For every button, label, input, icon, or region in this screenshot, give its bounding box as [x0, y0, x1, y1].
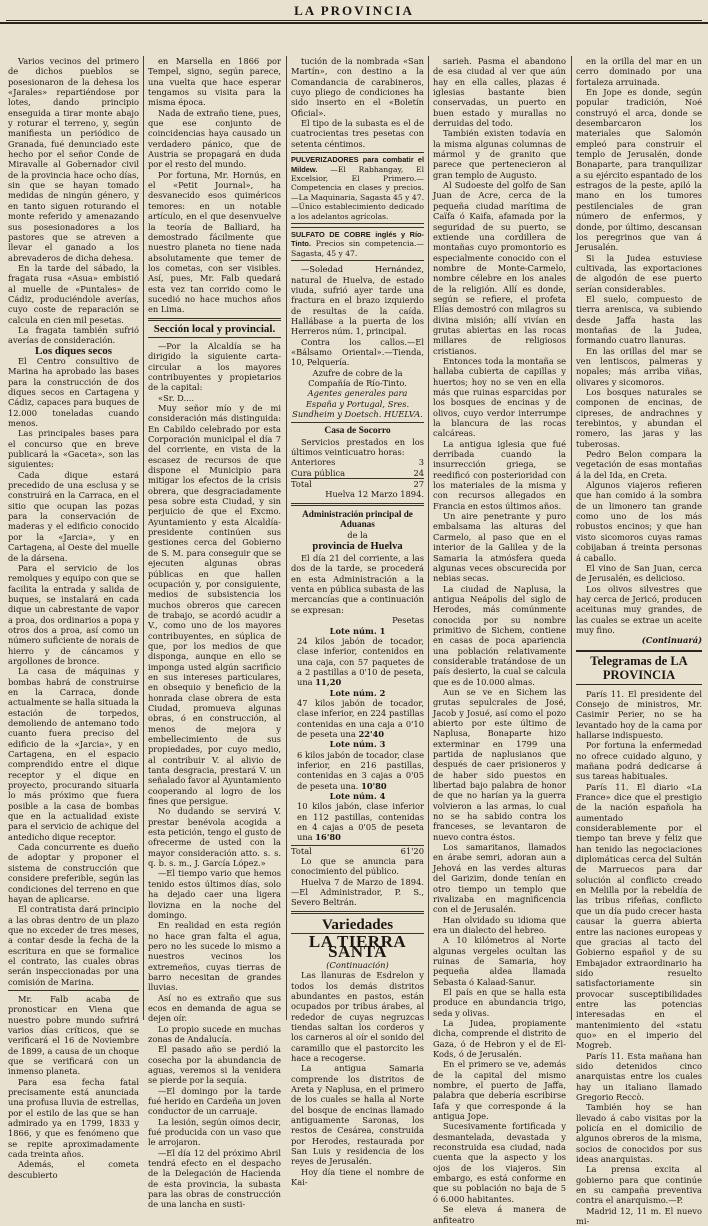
lot-heading: Lote núm. 4	[329, 791, 386, 801]
telegram-paragraph: La prensa excita al gobierno para que continúe en su campaña preventiva contra el anarquismo.—P.	[576, 1164, 702, 1206]
article-paragraph: Los bosques naturales se componen de encinas, de cipreses, de andrachnes y terebintos, y abundan el romero, las jaras y las tuberosas.	[576, 387, 702, 449]
telegram-paragraph: Madrid 12, 11 m. El nuevo mi-	[576, 1205, 702, 1226]
lot-description: 24 kilos jabón de tocador, clase inferior, contenidos en una caja, con 57 paquetes de a 2 pastillas a 0'10 de peseta, una	[297, 635, 424, 688]
masthead	[0, 0, 708, 24]
article-paragraph: Los olivos silvestres que hay cerca de Jericó, producen aceitunas muy grandes, de las cuales se extrae un aceite muy fino.	[576, 583, 702, 635]
article-paragraph: —El día 12 del próximo Abril tendrá efecto en el despacho de la Delegación de Hacienda de esta provincia, la subasta para las obras de construcción de una lancha en susti-	[148, 1147, 281, 1210]
article-paragraph: Nada de extraño tiene, pues, que ese conjunto de coincidencias haya causado un verdadero pánico, que de Austria se propagará en duda por el resto del mundo.	[148, 107, 281, 170]
section-heading: Casa de Socorro	[324, 426, 391, 437]
column-divider	[428, 56, 429, 1020]
row-value: 3	[418, 457, 424, 468]
article-paragraph: La fragata también sufrió averías de consideración.	[8, 324, 139, 346]
separator	[8, 990, 139, 991]
telegram-paragraph: París 11. Esta mañana han sido detenidos cinco anarquistas entre los cuales hay un italiano llamado Gregorio Reccò.	[576, 1050, 702, 1102]
lot-text	[291, 636, 424, 688]
section-heading: Los diques secos	[34, 344, 113, 357]
lot-description: 10 kilos jabón, clase inferior en 112 pastillas, contenidas en 4 cajas a 0'05 de peseta una	[297, 801, 424, 843]
masthead-rule	[6, 20, 702, 21]
article-paragraph: Cada concurrente es dueño de adoptar y proponer el sistema de construcción que considere preferible, según las condiciones del terreno en que hayan de aplicarse.	[8, 842, 139, 904]
total-value: 61'20	[400, 845, 424, 856]
lot-text	[291, 698, 424, 739]
article-paragraph: Los samaritanos, llamados en árabe semri, adoran aun a Jehová en las verdes alturas del Garizim, donde tenían en otro tiempo un templo que rivalizaba en magnificencia con el de Jerusalén.	[433, 842, 566, 915]
article-paragraph: Azufre de cobre de la Compañía de Río-Tinto.	[308, 367, 407, 388]
newspaper-title: LA PROVINCIA	[294, 3, 414, 18]
article-paragraph: La antigua iglesia que fué derribada cuando la insurrección griega, se reedificó con posterioridad con los materiales de la misma y con recursos allegados en Francia en estos últimos años.	[433, 438, 566, 511]
article-paragraph: —El tiempo vario que hemos tenido estos últimos días, solo ha dejado caer una ligera llovizna en la noche del domingo.	[148, 868, 281, 920]
column-4	[433, 56, 566, 1225]
section-heading: Sección local y provincial.	[153, 322, 276, 335]
lot-value: 16'80	[315, 832, 341, 843]
column-divider	[143, 56, 144, 1020]
date-signature: Huelva 12 Marzo 1894.	[325, 489, 424, 500]
socorro-table	[291, 457, 424, 489]
lot-heading: Lote núm. 3	[329, 739, 386, 750]
article-paragraph: El vino de San Juan, cerca de Jerusalén, es delicioso.	[576, 562, 702, 584]
article-paragraph: La casa de máquinas y bombas habrá de construirse en la Carraca, donde actualmente se halla situada la estación de torpedos, demoliendo de antemano todo cuanto fuera preciso del edificio de la «Jarcia», y en Cartagena, en el espacio comprendido entre el dique receptor y el dique en proyecto, procurando situarla lo más próximo que fuera posible a la casa de bombas que en la actualidad existe para el servicio de achique del antedicho dique receptor.	[8, 666, 139, 842]
lot-value: 11,20	[315, 677, 342, 688]
article-paragraph: El Centro consultivo de Marina ha aprobado las bases para la construcción de dos diques secos en Cartagena y Cádiz, capaces para buques de 12.000 toneladas cuando menos.	[8, 355, 139, 429]
article-paragraph: En el primero se ve, además de la capital del mismo nombre, el puerto de Jaffa, palabra que debería escribirse Iafa y que corresponde á la antigua Jope.	[433, 1059, 566, 1122]
article-paragraph: Además, el cometa descubierto	[8, 1159, 139, 1180]
article-paragraph: Aun se ve en Sichem las grutas sepulcrales de José, Jacob y Josué, así como el pozo abierto por este último de Naplusa, Bonaparte hizo exterminar en 1799 una partida de naplusianos que después de caer prisioneros y de haber sido puestos en libertad bajo palabra de honor de que no harían ya la guerra volvieron a las armas, lo cual no se ha sabido contra los franceses, se levantaron de nuevo contra éstos.	[433, 686, 566, 842]
article-paragraph: Al Sudoeste del golfo de San Juan de Acre, cerca de la pequeña ciudad marítima de Caïfa ó Kaifa, afamada por la seguridad de su puerto, se extiende una cordillera de montañas cuyo promontorio es especialmente conocido con el nombre de Monte-Carmelo, nombre célebre en los anales de la religión. Allí es donde, según se refiere, el profeta Elías demostró con milagros su divina misión; allí vivían en grutas abiertas en las rocas millares de religiosos cristianos.	[433, 180, 566, 356]
article-paragraph: sarieh. Pasma el abandono de esa ciudad al ver que aún hay en ella calles, plazas é iglesias bastante bien conservadas, un puerto en buen estado y murallas no derruidas del todo.	[433, 56, 566, 129]
lot-value: 10'80	[361, 780, 387, 791]
continued-note: (Continuará)	[641, 635, 702, 646]
lot-text	[291, 750, 424, 791]
table-total-row	[291, 478, 424, 489]
separator	[291, 911, 424, 914]
separator	[291, 422, 424, 423]
column-5	[576, 56, 702, 1226]
article-paragraph: Por fortuna, Mr. Hornús, en el «Petit Journal», ha desvanecido esos quiméricos temores: en un notable artículo, en el que desenvuelve la teoría de Balliard, ha demostrado fácilmente que nuestro planeta no tiene nada absolutamente que temer de los cometas, con ser visibles. Así, pues, Mr. Falb quedará esta vez tan corrido como le sucedió no hace muchos años en Lima.	[148, 169, 281, 315]
lot-heading: Lote núm. 1	[329, 625, 386, 636]
telegram-paragraph: También hoy se han llevado á cabo visitas por la policía en el domicilio de algunos obreros de la misma, socios de conocidos por sus ideas anarquistas.	[576, 1102, 702, 1165]
article-paragraph: Las principales bases para el concurso que en breve publicará la «Gaceta», son las siguientes:	[8, 428, 139, 470]
article-paragraph: El día 21 del corriente, a las dos de la tarde, se procederá en esta Administración a la venta en pública subasta de las mercancías que a continuación se expresan:	[291, 553, 424, 615]
ad-body: —El Rabhangay, El Excelsior, El Primero.—Competencia en clases y precios.—La Maquinaria, Sagasta 45 y 47.—Único establecimiento dedicado a los adelantos agrícolas.	[291, 164, 424, 221]
article-paragraph: tución de la nombrada «San Martín», con destino a la Comandancia de carabineros, cuyo pliego de condiciones ha sido inserto en el «Boletín Oficial».	[291, 56, 424, 118]
article-paragraph: «Sr. D....	[158, 392, 194, 403]
lot-value: 22'40	[358, 728, 385, 739]
lot-description: 6 kilos jabón de tocador, clase inferior, en 216 pastillas, contenidas en 3 cajas a 0'05 de peseta una.	[297, 749, 424, 791]
article-paragraph: Se eleva á manera de anfiteatro	[433, 1204, 566, 1225]
total-label: Total	[291, 845, 312, 856]
article-paragraph: Las llanuras de Esdrelon y todos los demás distritos abundantes en pastos, están ocupados por tribus árabes, al rededor de cuyas negruzcas tiendas saltan los corderos y los carneros al oír el sonido del caramillo que el pastorcito les hace a recogerse.	[291, 970, 424, 1063]
total-value: 27	[413, 479, 424, 490]
article-paragraph: El pasado año se perdió la cosecha por la abundancia de aguas, veremos si la venidera se pierde por la sequía.	[148, 1044, 281, 1086]
ad-heading: PULVERIZADORES para combatir el Mildew.	[291, 155, 424, 174]
section-heading: Variedades	[321, 916, 394, 933]
article-paragraph: Servicios prestados en los últimos veinticuatro horas:	[291, 436, 424, 457]
article-paragraph: Un aire penetrante y puro embalsama las alturas del Carmelo, al paso que en el interior de la Galilea y de la Samaria la atmósfera queda algunas veces obscurecida por nebias secas.	[433, 511, 566, 584]
column-divider	[571, 56, 572, 1020]
article-paragraph: Entonces toda la montaña se hallaba cubierta de capillas y huertos; hoy no se ven en ella más que ruinas esparcidas por los bosques de encinas y de olivos, cuyo verdor interrumpe la blancura de las rocas calcáreas.	[433, 355, 566, 439]
lot-list	[291, 626, 424, 857]
article-paragraph: en Marsella en 1866 por Tempel, signo, según parece, una vuelta que hace esperar tengamos su visita para la misma época.	[148, 56, 281, 108]
section-heading: provincia de Huelva	[312, 540, 403, 552]
column-divider	[286, 56, 287, 1020]
article-paragraph: Han olvidado su idioma que era un dialecto del hebreo.	[433, 914, 566, 935]
column-1	[8, 56, 139, 1180]
article-paragraph: en la orilla del mar en un cerro dominado por una fortaleza arruinada.	[576, 56, 702, 87]
article-paragraph: Para esa fecha fatal precisamente está anunciada una profusa lluvia de estrellas, por el estilo de las que se han admirado ya en 1799, 1833 y 1866, y que es fenómeno que se repite aproximadamente cada treinta años.	[8, 1076, 139, 1160]
article-paragraph: Cada dique estará precedido de una esclusa y se construirá en la Carraca, en el sitio que ocupan las pozas para la conservación de maderas y el edificio conocido por la «Jarcia», y en Cartagena, al Oeste del muelle de la dársena.	[8, 469, 139, 563]
article-paragraph: —Por la Alcaldía se ha dirigido la siguiente carta-circular a los mayores contribuyentes y propietarios de la capital:	[148, 340, 281, 393]
article-paragraph: En las orillas del mar se ven lentiscos, palmeras y nopales; más arriba viñas, olivares y sicomoros.	[576, 345, 702, 387]
article-paragraph: A 10 kilómetros al Norte algunas vergeles ocultan las ruinas de Samaria, hoy pequeña aldea llamada Sebasta ó Kalaad-Sanur.	[433, 935, 566, 987]
article-paragraph: Algunos viajeros refieren que han comido á la sombra de un limonero tan grande como uno de los más robustos encinos; y que han visto sicomoros cuyas ramas cobijaban á treinta personas á caballo.	[576, 480, 702, 563]
article-paragraph: En Jope es donde, según popular tradición, Noé construyó el arca, donde se desembarcaron los materiales que Salomón empleó para construir el templo de Jerusalén, donde Bonaparte, para tranquilizar a su ejército espantado de los estragos de la peste, apiló la mano en los tumores pestilenciales de gran número de enfermos, y donde, por último, descansan los peregrinos que van á Jerusalén.	[576, 87, 702, 253]
article-paragraph: También existen todavía en la misma algunas columnas de mármol y de granito que parece que pertenecieron al gran templo de Augusto.	[433, 128, 566, 180]
ad-body: Precios sin competencia.—Sagasta, 45 y 47.	[291, 239, 424, 258]
article-paragraph: El contratista dará principio a las obras dentro de un plazo que no exceder de tres meses, a contar desde la fecha de la escritura en que se formalice el contrato, las cuales obras serán inspeccionadas por una comisión de Marina.	[8, 904, 139, 987]
separator	[291, 503, 424, 506]
article-paragraph: La antigua Samaria comprende los distritos de Areta y Naplusa, en el primero de los cuales se halla al Norte del bosque de encinas llamado antiguamente Saronas, los restos de Cesárea, construida por Herodes, restaurada por San Luis y residencia de los reyes de Jerusalén.	[291, 1063, 424, 1167]
section-heading: Administración principal de Aduanas	[302, 508, 413, 530]
ad-heading: SULFATO DE COBRE inglés y Río-Tinto.	[291, 229, 424, 249]
row-label: Cura pública	[291, 467, 346, 478]
section-heading-part: de la	[347, 530, 368, 541]
table-row	[291, 468, 424, 478]
article-paragraph: Muy señor mío y de mi consideración más distinguida: En Cabildo celebrado por esta Corporación municipal el día 7 del corriente, en vista de la escasez de recursos de que dispone el Municipio para mitigar los efectos de la crisis obrera, que desgraciadamente pesa sobre esta Ciudad, y sin perjuicio de que el Excmo. Ayuntamiento y esta Alcaldía-presidente continúen sus gestiones cerca del Gobierno de S. M. para conseguir que se ejecuten algunas obras públicas en que hallen ocupación y, por consiguiente, medios de subsistencia los muchos obreros que carecen de trabajo, se acordó acudir a V., como uno de los mayores contribuyentes, en súplica de que, por los medios de que disponga, aunque en ello se imponga usted algún sacrificio en sus intereses particulares, en obsequio y beneficio de la honrada clase obrera de esta Ciudad, promueva algunas obras, ó en construcción, al menos de mejora y embellecimiento de sus propiedades, por cuyo medio, al contribuir V. al alivio de tanta desgracia, prestará V. un señalado favor al Ayuntamiento cooperando al logro de los fines que persigue.	[148, 403, 281, 807]
article-paragraph: El suelo, compuesto de tierra arenisca, va subiendo desde Jaffa hasta las montañas de la Judea, formando cuatro llanuras.	[576, 293, 702, 346]
table-row	[291, 457, 424, 467]
article-paragraph: La lesión, según oímos decir, fué producida con un vaso que le arrojaron.	[148, 1116, 281, 1148]
lot-text	[291, 801, 424, 842]
article-paragraph: Sucesivamente fortificada y desmantelada, devastada y reconstruida esa ciudad, nada cuenta que la aspecto y los ojos de los viajeros. Sin embargo, es está conforme en que su población no baja de 5 ó 6.000 habitantes.	[433, 1121, 566, 1204]
article-paragraph: Varios vecinos del primero de dichos pueblos se posesionaron de la dehesa los «Jarales» repartiéndose por lotes, dando principio enseguida a tirar monte abajo y roturar el terreno, y, según manifiesta un periódico de Granada, fué denunciado este hecho por el señor Conde de Miravalle al Gobernador civil de la provincia hace ocho días, sin que se hayan tomado medidas de ningún género, y en tanto siguen roturando el monte referido y amenazando sus posesionadores a los pastores que se atreven a llevar el ganado a los abrevaderos de dicha dehesa.	[8, 56, 139, 263]
article-paragraph: Para el servicio de los remolques y equipo con que se facilita la entrada y salida de buques, se instalará en cada dique un cabrestante de vapor a proa, dos ordinarios a popa y otros dos a proa, así como un número suficiente de norais de hierro y de cáncamos y argollones de bronce.	[8, 562, 139, 666]
article-paragraph: Si la Judea estuviese cultivada, las exportaciones de algodón de ese puerto serían considerables.	[576, 252, 702, 294]
article-paragraph: Lo propio sucede en muchas zonas de Andalucía.	[148, 1023, 281, 1044]
column-3	[291, 56, 424, 1188]
article-paragraph: Hoy día tiene el nombre de Kai-	[291, 1166, 424, 1188]
article-paragraph: El país en que se halla esta produce en abundancia trigo, seda y olivas.	[433, 986, 566, 1018]
lot-heading: Lote núm. 2	[329, 687, 386, 698]
advertisement	[291, 152, 424, 224]
article-paragraph: —El domingo por la tarde fué herido en Cardeña un joven conductor de un carruaje.	[148, 1085, 281, 1117]
article-paragraph: Lo que se anuncia para conocimiento del público.	[291, 856, 424, 877]
advertisement	[291, 227, 424, 261]
article-paragraph: —Soledad Hernández, natural de Huelva, de estado viuda, sufrió ayer tarde una fractura en el brazo izquierdo de resultas de la caída. Hallábase a la puerta de los Herreros núm. 1, principal.	[291, 264, 424, 337]
lot-description: 47 kilos jabón de tocador, clase inferior, en 224 pastillas contenidas en una caja a 0'10 de peseta una	[297, 697, 424, 739]
separator	[148, 337, 281, 338]
currency-label: Pesetas	[392, 615, 424, 626]
article-paragraph: Pedro Belon compara la vegetación de esas montañas á la del Ida, en Creta.	[576, 449, 702, 480]
article-paragraph: La Judea, propiamente dicha, comprende el distrito de Gaza, ó de Hebron y el de El-Kods, ó de Jerusalén.	[433, 1017, 566, 1059]
separator	[148, 318, 281, 321]
row-label: Anteriores	[291, 457, 336, 468]
section-heading: Telegramas de LA PROVINCIA	[576, 650, 702, 685]
telegram-paragraph: París 11. El diario «La France» dice que el prestigio de la nación española ha aumentado considerablemente por el tiempo tan breve y feliz que han tenido las negociaciones diplomáticas cerca del Sultán de Marruecos para dar solución al conflicto creado en Melilla por la rebeldía de las tribus rifeñas, conflicto que un día pudo crecer hasta causar la guerra abierta entre las naciones europeas y que gracias al tacto del Gobierno español y de su Embajador extraordinario ha sido resuelto satisfactoriamente sin provocar susceptibilidades entre las potencias interesadas en el mantenimiento del «statu quo» en el imperio del Mogreb.	[576, 781, 702, 1051]
article-paragraph: Contra los callos.—El «Bálsamo Oriental».—Tienda, 10, Pelquería.	[291, 336, 424, 368]
article-paragraph: Agentes generales para España y Portugal, Sres. Sundheim y Doetsch. HUELVA.	[292, 388, 423, 419]
article-paragraph: No dudando se servirá V. prestar benévola acogida a esta petición, tengo el gusto de ofrecerme de usted con la mayor consideración atto. s. s. q. b. s. m., J. García López.»	[148, 806, 281, 869]
article-paragraph: En realidad en esta región no hace gran falta el agua, pero no les sucede lo mismo a nuestros vecinos los extremeños, cuyas tierras de barro necesitan de grandes lluvias.	[148, 920, 281, 993]
article-paragraph: La ciudad de Naplusa, la antigua Neápolis del siglo de Herodes, más comúnmente conocida por su nombre primitivo de Sichem, contiene en casas de poca apariencia una población relativamente considerable tratándose de un país desierto, la cual se calcula que es de 10.000 almas.	[433, 583, 566, 687]
total-label: Total	[291, 479, 312, 490]
article-paragraph: Mr. Falb acaba de pronosticar en Viena que nuestro pobre mundo sufrirá varios días críticos, que se verificará el 16 de Noviembre de 1899, a causa de un choque que se verificará con un inmenso planeta.	[8, 993, 139, 1077]
article-paragraph: En la tarde del sábado, la fragata rusa «Asua» embistió al muelle de «Puntales» de Cádiz, produciéndole averías, cuyo coste de reparación se calcula en cien mil pesetas.	[8, 262, 139, 325]
row-value: 24	[413, 467, 424, 478]
article-title: LA TIERRA SANTA	[308, 932, 407, 962]
article-paragraph: El tipo de la subasta es el de cuatrocientas tres pesetas con setenta céntimos.	[291, 118, 424, 149]
article-paragraph: Así no es extraño que sus ecos en demanda de agua se dejen oír.	[148, 992, 281, 1024]
column-2	[148, 56, 281, 1210]
lot-total-row	[291, 845, 424, 856]
telegram-paragraph: Por fortuna la enfermedad no ofrece cuidado alguno, y mañana podrá dedicarse á sus tareas habituales.	[576, 740, 702, 782]
article-subtitle: (Continuación)	[326, 959, 389, 970]
telegram-paragraph: París 11. El presidente del Consejo de ministros, Mr. Casimir Perier, no se ha levantado hoy de la cama por hallarse indispuesto.	[576, 688, 702, 740]
article-paragraph: Huelva 7 de Marzo de 1894.—El Administrador, P. S., Severo Beltrán.	[291, 876, 424, 908]
